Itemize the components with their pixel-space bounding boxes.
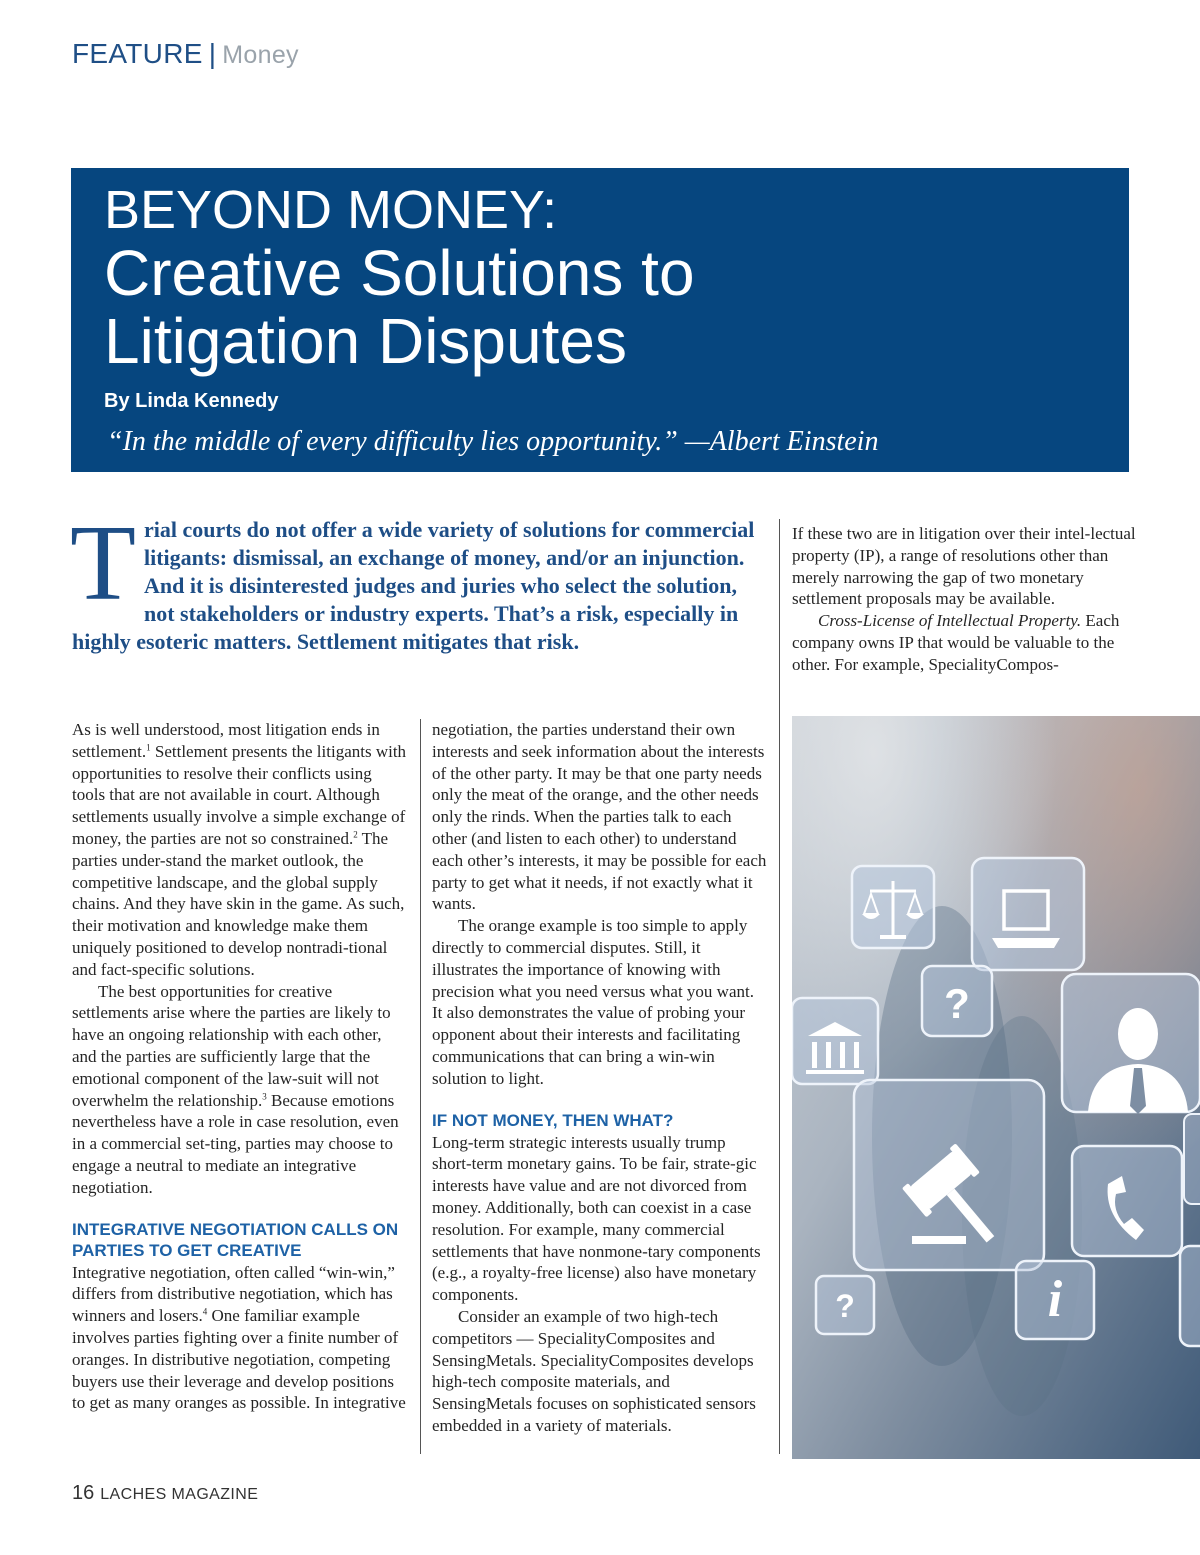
byline: By Linda Kennedy [104,390,279,412]
footnote-ref: 3 [262,1090,267,1101]
run-in-label: Cross-License of Intellectual Property. [818,611,1082,631]
body-column-2 [432,719,768,1437]
title-line-2: Creative Solutions to [104,237,695,309]
legal-icons-photo [792,716,1200,1459]
body-paragraph: Cross-License of Intellectual Property. Each company owns IP that would be valuable to the other. For example, SpecialityCompos- [792,611,1120,674]
lede-text: rial courts do not offer a wide variety of solutions for commercial litigants: dismissal, an exchange of money, and/or an injunction. And it is disinterested judges and juries who select the solution, not stakeholders or industry experts. That’s a risk, especially in highly esoteric matters. Settlement mitigates that risk. [72,517,755,654]
body-paragraph: The orange example is too simple to apply directly to commercial disputes. Still, it illustrates the importance of knowing with precision what you need versus what you want. It also demonstrates the value of probing your opponent about their interests and facilitating communications that can bring a win-win solution to light. [432,916,754,1088]
magazine-name: LACHES MAGAZINE [100,1486,259,1503]
column-rule-2 [779,519,780,1454]
courthouse-icon [792,998,878,1084]
title-banner [71,168,1129,472]
title-line-3: Litigation Disputes [104,305,627,377]
body-column-1 [72,719,408,1414]
subheading: IF NOT MONEY, THEN WHAT? [432,1110,674,1130]
footnote-ref: 4 [202,1306,208,1317]
column-rule-1 [420,719,421,1454]
businessman-icon [1062,974,1200,1114]
section-separator: | [208,38,217,69]
gavel-icon [854,1080,1044,1270]
body-paragraph: Long-term strategic interests usually trump short-term monetary gains. To be fair, strate-gic interests have value and are not divorced from money. Additionally, both can coexist in a case resolution. For example, many commercial settlements that have nonmone-tary components (e.g., a royalty-free license) also have monetary components. [432,1132,761,1305]
laptop-icon [972,858,1084,970]
body-paragraph: The best opportunities for creative settlements arise where the parties are likely to have an ongoing relationship with each other, and the parties are sufficiently large that the emotional component of the law-suit will not overwhelm the relationship.$^3$ Because emotions nevertheless have a role in case resolution, even in a commercial set-ting, parties may choose to engage a neutral to mediate an integrative negotiation. [72,981,399,1197]
epigraph-quote: “In the middle of every difficulty lies opportunity.” —Albert Einstein [107,426,879,457]
phone-icon [1072,1146,1182,1256]
question-icon [922,966,992,1036]
body-paragraph: As is well understood, most litigation ends in settlement.$^1$ Settlement presents the litigants with opportunities to resolve their conflicts using tools that are not available in court. Although settlements usually involve a simple exchange of money, the parties are not so constrained.$^2$ The parties under-stand the market outlook, the competitive landscape, and the global supply chains. And they have skin in the game. As such, their motivation and knowledge make them uniquely positioned to develop nontradi-tional and fact-specific solutions. [72,720,407,979]
body-paragraph: negotiation, the parties understand their own interests and seek information about the interests of the other party. It may be that one party needs only the meat of the orange, and the other needs only the rinds. When the parties talk to each other (and listen to each other) to understand each other’s interests, it may be possible for each party to get what it needs, if not exactly what it wants. [432,720,767,914]
drop-cap: T [70,504,136,623]
footnote-ref: 2 [353,829,358,840]
section-name: FEATURE [72,38,203,69]
title-line-1: BEYOND MONEY: [104,180,558,240]
svg-text:?: ? [835,1288,855,1324]
body-column-3 [792,523,1136,676]
section-category: Money [222,41,299,69]
body-paragraph: Integrative negotiation, often called “win-win,” differs from distributive negotiation, which has winners and losers.$^4$ One familiar example involves parties fighting over a finite number of oranges. In distributive negotiation, competing buyers use their leverage and develop positions to get as many oranges as possible. In integrative [72,1262,406,1413]
svg-text:?: ? [944,980,970,1027]
question-icon [816,1276,874,1334]
footnote-ref: 1 [146,742,151,753]
info-icon [1016,1261,1094,1339]
body-paragraph: If these two are in litigation over their intel-lectual property (IP), a range of resolutions other than merely narrowing the gap of two monetary settlement proposals may be available. [792,524,1136,609]
page-footer [72,1482,258,1505]
scales-icon [852,866,934,948]
section-label [72,38,299,70]
body-paragraph: Consider an example of two high-tech competitors — SpecialityComposites and SensingMetals. SpecialityComposites develops high-tech composite materials, and SensingMetals focuses on sophisticated sensors embedded in a variety of materials. [432,1306,756,1435]
svg-text:i: i [1047,1271,1063,1328]
subheading: INTEGRATIVE NEGOTIATION CALLS ON PARTIES TO GET CREATIVE [72,1219,399,1260]
page-number: 16 [72,1482,95,1504]
lede-paragraph [70,504,762,656]
